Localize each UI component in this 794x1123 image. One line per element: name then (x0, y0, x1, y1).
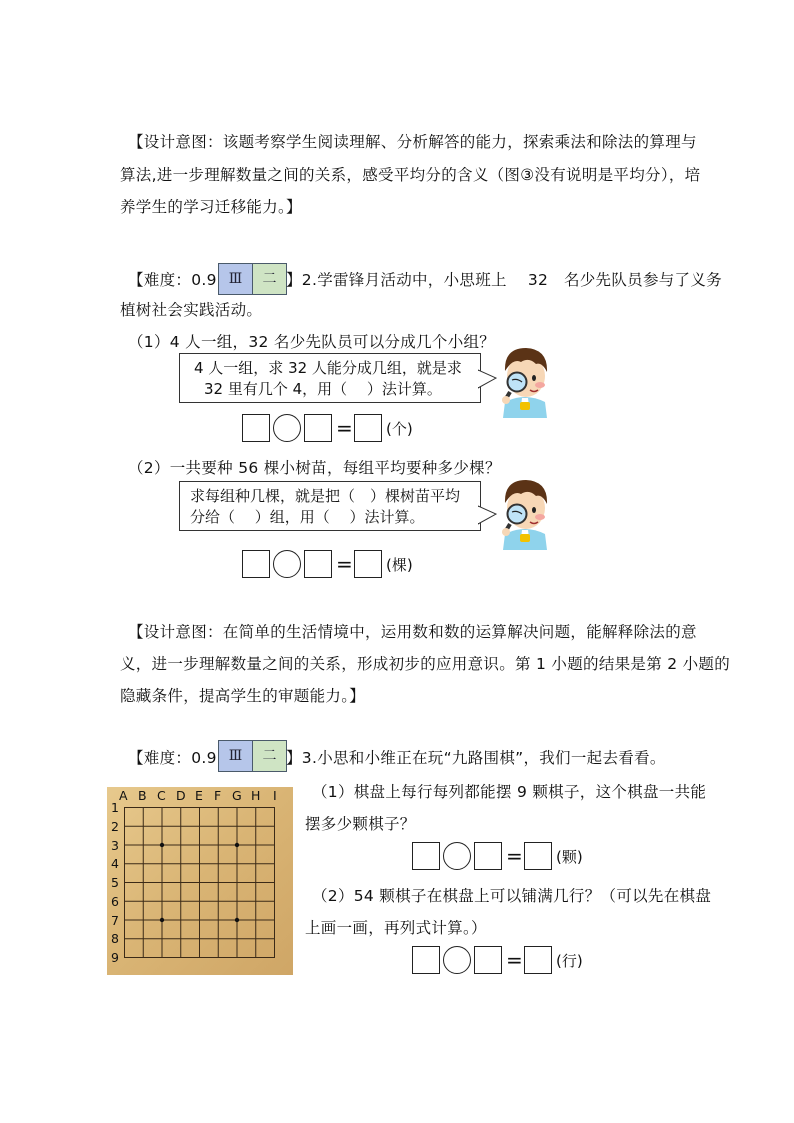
board-row-label: 3 (111, 838, 119, 853)
board-row-label: 6 (111, 894, 119, 909)
result-box[interactable] (524, 946, 552, 974)
answer-box[interactable] (412, 946, 440, 974)
q2-part2-hint-line-2: 分给（ ）组，用（ ）法计算。 (190, 508, 425, 526)
q2-part1-hint-line-2: 32 里有几个 4，用（ ）法计算。 (204, 380, 442, 398)
star-point (160, 843, 164, 847)
q2-part1-hint-bubble (179, 353, 481, 403)
unit-label: (颗) (556, 848, 583, 866)
operator-circle[interactable] (273, 414, 301, 442)
go-board-grid (107, 787, 293, 975)
q2-part1-question: （1）4 人一组，32 名少先队员可以分成几个小组？ (128, 333, 496, 351)
q2-stem-line-1: 】2.学雷锋月活动中，小思班上 32 名少先队员参与了义务 (286, 271, 722, 289)
equals-sign: = (506, 948, 523, 972)
board-col-label: C (157, 788, 166, 803)
board-row-label: 7 (111, 913, 119, 928)
board-col-label: F (214, 788, 222, 803)
intent1-line-1: 【设计意图：该题考察学生阅读理解、分析解答的能力，探索乘法和除法的算理与 (128, 133, 697, 151)
answer-box[interactable] (474, 946, 502, 974)
intent1-line-2: 算法,进一步理解数量之间的关系，感受平均分的含义（图③没有说明是平均分），培 (120, 166, 701, 184)
star-point (235, 843, 239, 847)
star-point (160, 918, 164, 922)
operator-circle[interactable] (443, 946, 471, 974)
board-col-label: H (251, 788, 261, 803)
answer-box[interactable] (304, 414, 332, 442)
equals-sign: = (336, 416, 353, 440)
q3-stem: 】3.小思和小维正在玩“九路围棋”，我们一起去看看。 (286, 749, 666, 767)
q3-level-a: Ⅲ (219, 741, 253, 771)
board-row-label: 8 (111, 931, 119, 946)
q3-difficulty-level-box (218, 740, 287, 772)
q3-part1-equation (412, 842, 612, 870)
go-board[interactable] (107, 787, 293, 975)
board-row-label: 4 (111, 856, 119, 871)
q3-part2-equation (412, 946, 612, 974)
intent2-line-3: 隐藏条件，提高学生的审题能力。】 (120, 687, 366, 705)
board-col-label: E (195, 788, 203, 803)
board-col-label: I (273, 788, 277, 803)
bubble-tail-icon (478, 504, 498, 528)
unit-label: (行) (556, 952, 583, 970)
q3-difficulty-label: 【难度：0.9 (128, 749, 217, 767)
answer-box[interactable] (242, 550, 270, 578)
unit-label: (个) (386, 420, 413, 438)
result-box[interactable] (524, 842, 552, 870)
q3-level-b: 二 (253, 741, 286, 771)
result-box[interactable] (354, 550, 382, 578)
board-col-label: D (176, 788, 186, 803)
bubble-tail-icon (478, 368, 498, 392)
q3-part2-line-2: 上画一画，再列式计算。） (305, 919, 487, 937)
q2-part1-equation (242, 414, 442, 442)
q3-part1-line-1: （1）棋盘上每行每列都能摆 9 颗棋子，这个棋盘一共能 (312, 783, 707, 801)
boy-magnifier-illustration-icon (496, 472, 554, 550)
board-row-label: 1 (111, 800, 119, 815)
intent1-line-3: 养学生的学习迁移能力。】 (120, 198, 302, 216)
q2-part2-hint-bubble (179, 481, 481, 531)
q2-difficulty-label: 【难度：0.9 (128, 271, 217, 289)
intent2-line-1: 【设计意图：在简单的生活情境中，运用数和数的运算解决问题，能解释除法的意 (128, 623, 697, 641)
star-point (235, 918, 239, 922)
operator-circle[interactable] (273, 550, 301, 578)
board-col-label: A (119, 788, 128, 803)
q2-level-b: 二 (253, 264, 286, 294)
answer-box[interactable] (412, 842, 440, 870)
intent2-line-2: 义，进一步理解数量之间的关系，形成初步的应用意识。第 1 小题的结果是第 2 小题的 (120, 655, 731, 673)
q2-difficulty-level-box (218, 263, 287, 295)
board-col-label: G (232, 788, 242, 803)
answer-box[interactable] (242, 414, 270, 442)
q3-part2-line-1: （2）54 颗棋子在棋盘上可以铺满几行？（可以先在棋盘 (312, 887, 712, 905)
board-row-label: 9 (111, 950, 119, 965)
board-col-label: B (138, 788, 147, 803)
q2-part1-hint-line-1: 4 人一组，求 32 人能分成几组，就是求 (194, 359, 462, 377)
q2-stem-line-2: 植树社会实践活动。 (120, 301, 263, 319)
q2-part2-question: （2）一共要种 56 棵小树苗，每组平均要种多少棵？ (128, 459, 501, 477)
unit-label: (棵) (386, 556, 413, 574)
q3-part1-line-2: 摆多少颗棋子？ (305, 815, 416, 833)
operator-circle[interactable] (443, 842, 471, 870)
q2-level-a: Ⅲ (219, 264, 253, 294)
answer-box[interactable] (474, 842, 502, 870)
q2-part2-hint-line-1: 求每组种几棵，就是把（ ）棵树苗平均 (190, 487, 461, 505)
equals-sign: = (336, 552, 353, 576)
result-box[interactable] (354, 414, 382, 442)
board-row-label: 5 (111, 875, 119, 890)
boy-magnifier-illustration-icon (496, 340, 554, 418)
q2-part2-equation (242, 550, 442, 578)
equals-sign: = (506, 844, 523, 868)
board-row-label: 2 (111, 819, 119, 834)
answer-box[interactable] (304, 550, 332, 578)
